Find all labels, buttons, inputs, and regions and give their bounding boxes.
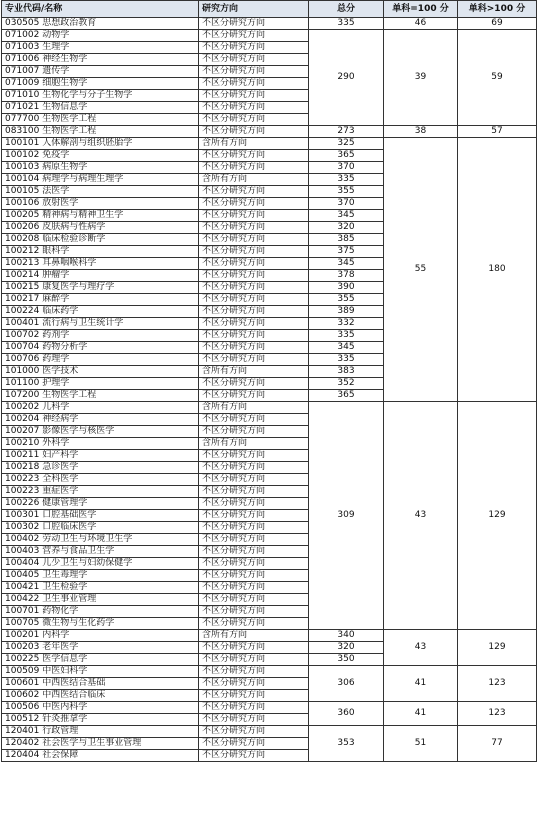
direction-cell: 不区分研究方向 — [199, 570, 309, 582]
direction-cell: 不区分研究方向 — [199, 426, 309, 438]
direction-cell: 不区分研究方向 — [199, 522, 309, 534]
single-le100-cell: 46 — [384, 18, 458, 30]
direction-cell: 不区分研究方向 — [199, 30, 309, 42]
major-cell: 100205 精神病与精神卫生学 — [2, 210, 199, 222]
header-direction: 研究方向 — [199, 1, 309, 18]
table-row — [2, 666, 537, 678]
direction-cell: 不区分研究方向 — [199, 342, 309, 354]
header-total: 总分 — [309, 1, 384, 18]
direction-cell: 不区分研究方向 — [199, 186, 309, 198]
major-cell: 100705 微生物与生化药学 — [2, 618, 199, 630]
table-row — [2, 18, 537, 30]
single-le100-cell: 38 — [384, 126, 458, 138]
major-cell: 100201 内科学 — [2, 630, 199, 642]
direction-cell: 不区分研究方向 — [199, 486, 309, 498]
total-cell: 365 — [309, 150, 384, 162]
total-cell: 378 — [309, 270, 384, 282]
direction-cell: 不区分研究方向 — [199, 42, 309, 54]
major-cell: 100103 病原生物学 — [2, 162, 199, 174]
direction-cell: 不区分研究方向 — [199, 582, 309, 594]
total-cell: 385 — [309, 234, 384, 246]
major-cell: 100405 卫生毒理学 — [2, 570, 199, 582]
direction-cell: 不区分研究方向 — [199, 450, 309, 462]
direction-cell: 不区分研究方向 — [199, 210, 309, 222]
direction-cell: 不区分研究方向 — [199, 702, 309, 714]
major-cell: 100701 药物化学 — [2, 606, 199, 618]
major-cell: 071006 神经生物学 — [2, 54, 199, 66]
single-le100-cell: 39 — [384, 30, 458, 126]
major-cell: 071002 动物学 — [2, 30, 199, 42]
major-cell: 100702 药剂学 — [2, 330, 199, 342]
direction-cell: 不区分研究方向 — [199, 690, 309, 702]
major-cell: 100202 儿科学 — [2, 402, 199, 414]
major-cell: 100402 劳动卫生与环境卫生学 — [2, 534, 199, 546]
direction-cell: 不区分研究方向 — [199, 234, 309, 246]
major-cell: 083100 生物医学工程 — [2, 126, 199, 138]
direction-cell: 不区分研究方向 — [199, 618, 309, 630]
major-cell: 100302 口腔临床医学 — [2, 522, 199, 534]
direction-cell: 不区分研究方向 — [199, 510, 309, 522]
major-cell: 071010 生物化学与分子生物学 — [2, 90, 199, 102]
major-cell: 100215 康复医学与理疗学 — [2, 282, 199, 294]
major-cell: 100212 眼科学 — [2, 246, 199, 258]
direction-cell: 不区分研究方向 — [199, 258, 309, 270]
major-cell: 071007 遗传学 — [2, 66, 199, 78]
major-cell: 030505 思想政治教育 — [2, 18, 199, 30]
total-cell: 345 — [309, 210, 384, 222]
major-cell: 071021 生物信息学 — [2, 102, 199, 114]
major-cell: 100105 法医学 — [2, 186, 199, 198]
direction-cell: 含所有方向 — [199, 438, 309, 450]
single-le100-cell: 41 — [384, 702, 458, 726]
major-cell: 101000 医学技术 — [2, 366, 199, 378]
direction-cell: 不区分研究方向 — [199, 150, 309, 162]
total-cell: 335 — [309, 354, 384, 366]
major-cell: 100421 卫生检验学 — [2, 582, 199, 594]
single-gt100-cell: 77 — [458, 726, 537, 762]
single-le100-cell: 55 — [384, 138, 458, 402]
header-single-gt100: 单科>100 分 — [458, 1, 537, 18]
direction-cell: 不区分研究方向 — [199, 474, 309, 486]
major-cell: 100224 临床药学 — [2, 306, 199, 318]
direction-cell: 不区分研究方向 — [199, 126, 309, 138]
total-cell: 370 — [309, 198, 384, 210]
table-row — [2, 630, 537, 642]
table-row — [2, 126, 537, 138]
total-cell: 309 — [309, 402, 384, 630]
total-cell: 353 — [309, 726, 384, 762]
direction-cell: 含所有方向 — [199, 402, 309, 414]
table-row — [2, 138, 537, 150]
total-cell: 335 — [309, 330, 384, 342]
single-gt100-cell: 59 — [458, 30, 537, 126]
total-cell: 306 — [309, 666, 384, 702]
single-le100-cell: 41 — [384, 666, 458, 702]
major-cell: 071009 细胞生物学 — [2, 78, 199, 90]
direction-cell: 不区分研究方向 — [199, 330, 309, 342]
major-cell: 100217 麻醉学 — [2, 294, 199, 306]
single-gt100-cell: 57 — [458, 126, 537, 138]
major-cell: 100706 药理学 — [2, 354, 199, 366]
single-gt100-cell: 180 — [458, 138, 537, 402]
total-cell: 335 — [309, 18, 384, 30]
major-cell: 100301 口腔基础医学 — [2, 510, 199, 522]
single-gt100-cell: 123 — [458, 702, 537, 726]
total-cell: 365 — [309, 390, 384, 402]
total-cell: 350 — [309, 654, 384, 666]
direction-cell: 不区分研究方向 — [199, 390, 309, 402]
total-cell: 352 — [309, 378, 384, 390]
major-cell: 077700 生物医学工程 — [2, 114, 199, 126]
total-cell: 383 — [309, 366, 384, 378]
direction-cell: 不区分研究方向 — [199, 198, 309, 210]
total-cell: 335 — [309, 174, 384, 186]
major-cell: 100401 流行病与卫生统计学 — [2, 318, 199, 330]
major-cell: 100422 卫生事业管理 — [2, 594, 199, 606]
major-cell: 100101 人体解剖与组织胚胎学 — [2, 138, 199, 150]
direction-cell: 含所有方向 — [199, 138, 309, 150]
single-le100-cell: 43 — [384, 402, 458, 630]
direction-cell: 不区分研究方向 — [199, 546, 309, 558]
major-cell: 120402 社会医学与卫生事业管理 — [2, 738, 199, 750]
total-cell: 375 — [309, 246, 384, 258]
direction-cell: 不区分研究方向 — [199, 666, 309, 678]
header-major: 专业代码/名称 — [2, 1, 199, 18]
major-cell: 100104 病理学与病理生理学 — [2, 174, 199, 186]
total-cell: 345 — [309, 342, 384, 354]
table-row — [2, 30, 537, 42]
total-cell: 355 — [309, 186, 384, 198]
direction-cell: 不区分研究方向 — [199, 642, 309, 654]
direction-cell: 含所有方向 — [199, 174, 309, 186]
total-cell: 290 — [309, 30, 384, 126]
direction-cell: 不区分研究方向 — [199, 354, 309, 366]
major-cell: 100102 免疫学 — [2, 150, 199, 162]
direction-cell: 不区分研究方向 — [199, 54, 309, 66]
total-cell: 325 — [309, 138, 384, 150]
direction-cell: 不区分研究方向 — [199, 534, 309, 546]
major-cell: 100207 影像医学与核医学 — [2, 426, 199, 438]
direction-cell: 不区分研究方向 — [199, 378, 309, 390]
major-cell: 100602 中西医结合临床 — [2, 690, 199, 702]
major-cell: 100704 药物分析学 — [2, 342, 199, 354]
direction-cell: 不区分研究方向 — [199, 678, 309, 690]
major-cell: 100601 中西医结合基础 — [2, 678, 199, 690]
single-le100-cell: 51 — [384, 726, 458, 762]
direction-cell: 不区分研究方向 — [199, 714, 309, 726]
direction-cell: 不区分研究方向 — [199, 90, 309, 102]
direction-cell: 不区分研究方向 — [199, 498, 309, 510]
direction-cell: 不区分研究方向 — [199, 306, 309, 318]
single-gt100-cell: 129 — [458, 402, 537, 630]
direction-cell: 含所有方向 — [199, 366, 309, 378]
direction-cell: 不区分研究方向 — [199, 102, 309, 114]
total-cell: 390 — [309, 282, 384, 294]
major-cell: 100106 放射医学 — [2, 198, 199, 210]
direction-cell: 不区分研究方向 — [199, 222, 309, 234]
direction-cell: 不区分研究方向 — [199, 750, 309, 762]
direction-cell: 不区分研究方向 — [199, 654, 309, 666]
major-cell: 100403 营养与食品卫生学 — [2, 546, 199, 558]
score-table — [1, 0, 537, 762]
major-cell: 100208 临床检验诊断学 — [2, 234, 199, 246]
direction-cell: 不区分研究方向 — [199, 282, 309, 294]
major-cell: 100203 老年医学 — [2, 642, 199, 654]
major-cell: 100226 健康管理学 — [2, 498, 199, 510]
total-cell: 345 — [309, 258, 384, 270]
table-row — [2, 402, 537, 414]
direction-cell: 不区分研究方向 — [199, 318, 309, 330]
major-cell: 100223 重症医学 — [2, 486, 199, 498]
major-cell: 100206 皮肤病与性病学 — [2, 222, 199, 234]
total-cell: 340 — [309, 630, 384, 642]
direction-cell: 不区分研究方向 — [199, 114, 309, 126]
single-le100-cell: 43 — [384, 630, 458, 666]
single-gt100-cell: 129 — [458, 630, 537, 666]
direction-cell: 不区分研究方向 — [199, 270, 309, 282]
major-cell: 100213 耳鼻咽喉科学 — [2, 258, 199, 270]
major-cell: 100509 中医妇科学 — [2, 666, 199, 678]
direction-cell: 不区分研究方向 — [199, 462, 309, 474]
single-gt100-cell: 69 — [458, 18, 537, 30]
table-row — [2, 702, 537, 714]
major-cell: 100214 肿瘤学 — [2, 270, 199, 282]
direction-cell: 不区分研究方向 — [199, 726, 309, 738]
total-cell: 360 — [309, 702, 384, 726]
major-cell: 100211 妇产科学 — [2, 450, 199, 462]
major-cell: 120401 行政管理 — [2, 726, 199, 738]
major-cell: 100204 神经病学 — [2, 414, 199, 426]
direction-cell: 不区分研究方向 — [199, 738, 309, 750]
total-cell: 370 — [309, 162, 384, 174]
major-cell: 120404 社会保障 — [2, 750, 199, 762]
major-cell: 107200 生物医学工程 — [2, 390, 199, 402]
major-cell: 100506 中医内科学 — [2, 702, 199, 714]
direction-cell: 不区分研究方向 — [199, 162, 309, 174]
total-cell: 355 — [309, 294, 384, 306]
direction-cell: 不区分研究方向 — [199, 414, 309, 426]
table-row — [2, 726, 537, 738]
direction-cell: 不区分研究方向 — [199, 18, 309, 30]
total-cell: 273 — [309, 126, 384, 138]
total-cell: 320 — [309, 222, 384, 234]
major-cell: 100512 针灸推拿学 — [2, 714, 199, 726]
major-cell: 100218 急诊医学 — [2, 462, 199, 474]
major-cell: 100210 外科学 — [2, 438, 199, 450]
major-cell: 100225 医学信息学 — [2, 654, 199, 666]
major-cell: 101100 护理学 — [2, 378, 199, 390]
major-cell: 100404 儿少卫生与妇幼保健学 — [2, 558, 199, 570]
direction-cell: 不区分研究方向 — [199, 294, 309, 306]
direction-cell: 不区分研究方向 — [199, 66, 309, 78]
direction-cell: 不区分研究方向 — [199, 594, 309, 606]
direction-cell: 不区分研究方向 — [199, 246, 309, 258]
total-cell: 332 — [309, 318, 384, 330]
total-cell: 320 — [309, 642, 384, 654]
direction-cell: 含所有方向 — [199, 630, 309, 642]
major-cell: 100223 全科医学 — [2, 474, 199, 486]
header-single-le100: 单科=100 分 — [384, 1, 458, 18]
direction-cell: 不区分研究方向 — [199, 78, 309, 90]
table-body — [2, 18, 537, 762]
total-cell: 389 — [309, 306, 384, 318]
single-gt100-cell: 123 — [458, 666, 537, 702]
direction-cell: 不区分研究方向 — [199, 558, 309, 570]
direction-cell: 不区分研究方向 — [199, 606, 309, 618]
major-cell: 071003 生理学 — [2, 42, 199, 54]
header-row — [2, 1, 537, 18]
